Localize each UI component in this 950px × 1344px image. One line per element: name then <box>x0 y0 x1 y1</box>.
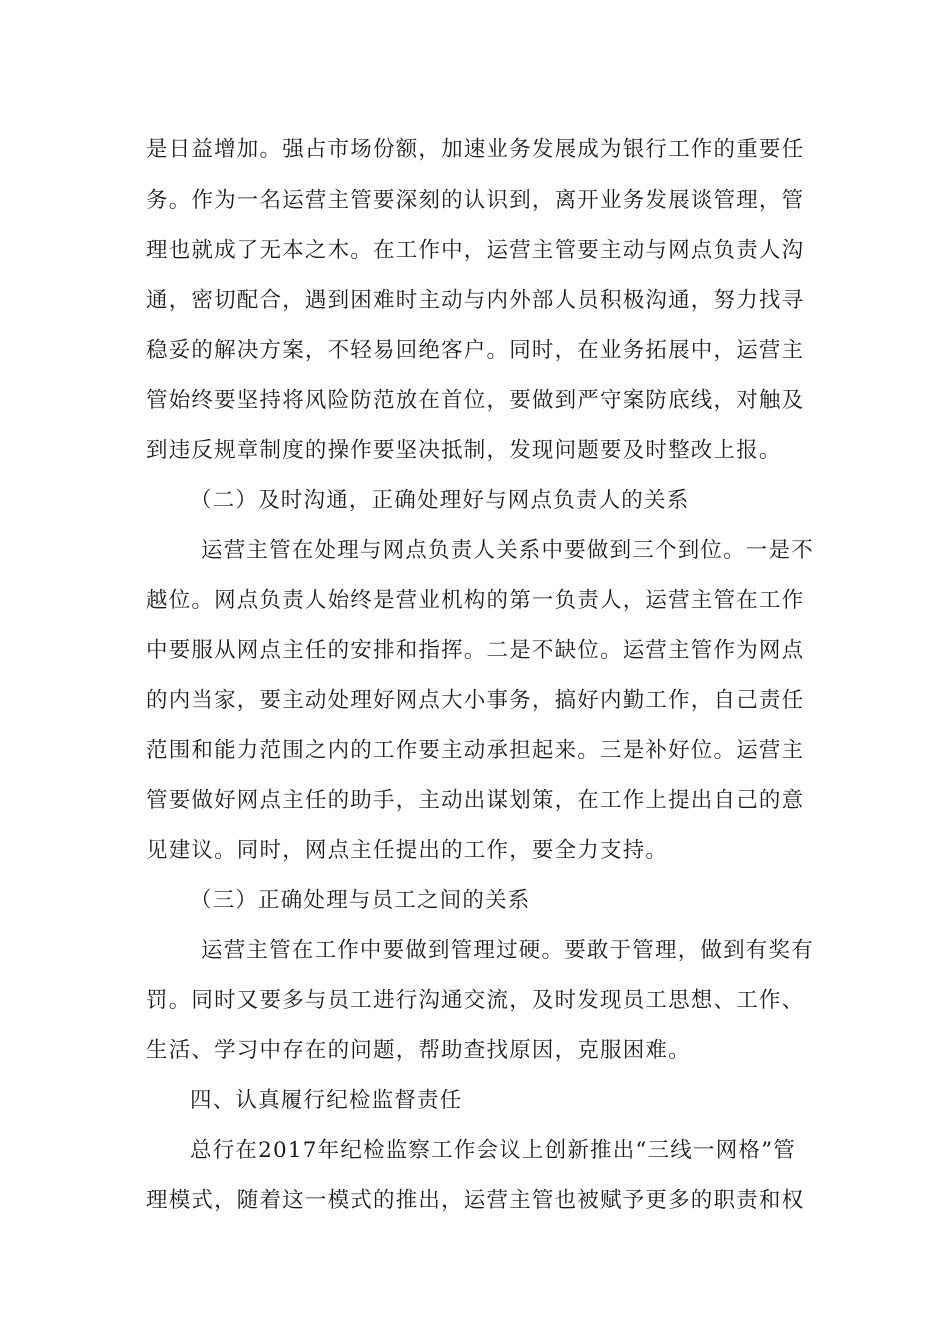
section-heading: 四、认真履行纪检监督责任 <box>190 1088 463 1113</box>
text-line: 理模式，随着这一模式的推出，运营主管也被赋予更多的职责和权 <box>146 1188 805 1213</box>
text-line: 管始终要坚持将风险防范放在首位，要做到严守案防底线，对触及 <box>146 388 805 413</box>
text-line: 管要做好网点主任的助手，主动出谋划策，在工作上提出自己的意 <box>146 788 805 813</box>
text-line: 通，密切配合，遇到困难时主动与内外部人员积极沟通，努力找寻 <box>146 288 805 313</box>
text-line: 是日益增加。强占市场份额，加速业务发展成为银行工作的重要任 <box>146 137 805 162</box>
text-line: 生活、学习中存在的问题，帮助查找原因，克服困难。 <box>146 1038 691 1063</box>
paragraph-first-line: 运营主管在工作中要做到管理过硬。要敢于管理，做到有奖有 <box>201 938 814 963</box>
text-line: 理也就成了无本之木。在工作中，运营主管要主动与网点负责人沟 <box>146 238 805 263</box>
text-line: 范围和能力范围之内的工作要主动承担起来。三是补好位。运营主 <box>146 738 805 763</box>
text-line: 的内当家，要主动处理好网点大小事务，搞好内勤工作，自己责任 <box>146 688 805 713</box>
section-heading: （三）正确处理与员工之间的关系 <box>190 888 531 913</box>
text-line: 罚。同时又要多与员工进行沟通交流，及时发现员工思想、工作、 <box>146 988 805 1013</box>
paragraph-first-line: 运营主管在处理与网点负责人关系中要做到三个到位。一是不 <box>201 538 814 563</box>
paragraph-first-line: 总行在2017年纪检监察工作会议上创新推出“三线一网格”管 <box>190 1138 797 1163</box>
text-line: 见建议。同时，网点主任提出的工作，要全力支持。 <box>146 838 669 863</box>
text-line: 中要服从网点主任的安排和指挥。二是不缺位。运营主管作为网点 <box>146 638 805 663</box>
section-heading: （二）及时沟通，正确处理好与网点负责人的关系 <box>190 488 690 513</box>
text-line: 到违反规章制度的操作要坚决抵制，发现问题要及时整改上报。 <box>146 438 782 463</box>
text-line: 务。作为一名运营主管要深刻的认识到，离开业务发展谈管理，管 <box>146 188 805 213</box>
text-line: 稳妥的解决方案，不轻易回绝客户。同时，在业务拓展中，运营主 <box>146 338 805 363</box>
text-line: 越位。网点负责人始终是营业机构的第一负责人，运营主管在工作 <box>146 588 805 613</box>
